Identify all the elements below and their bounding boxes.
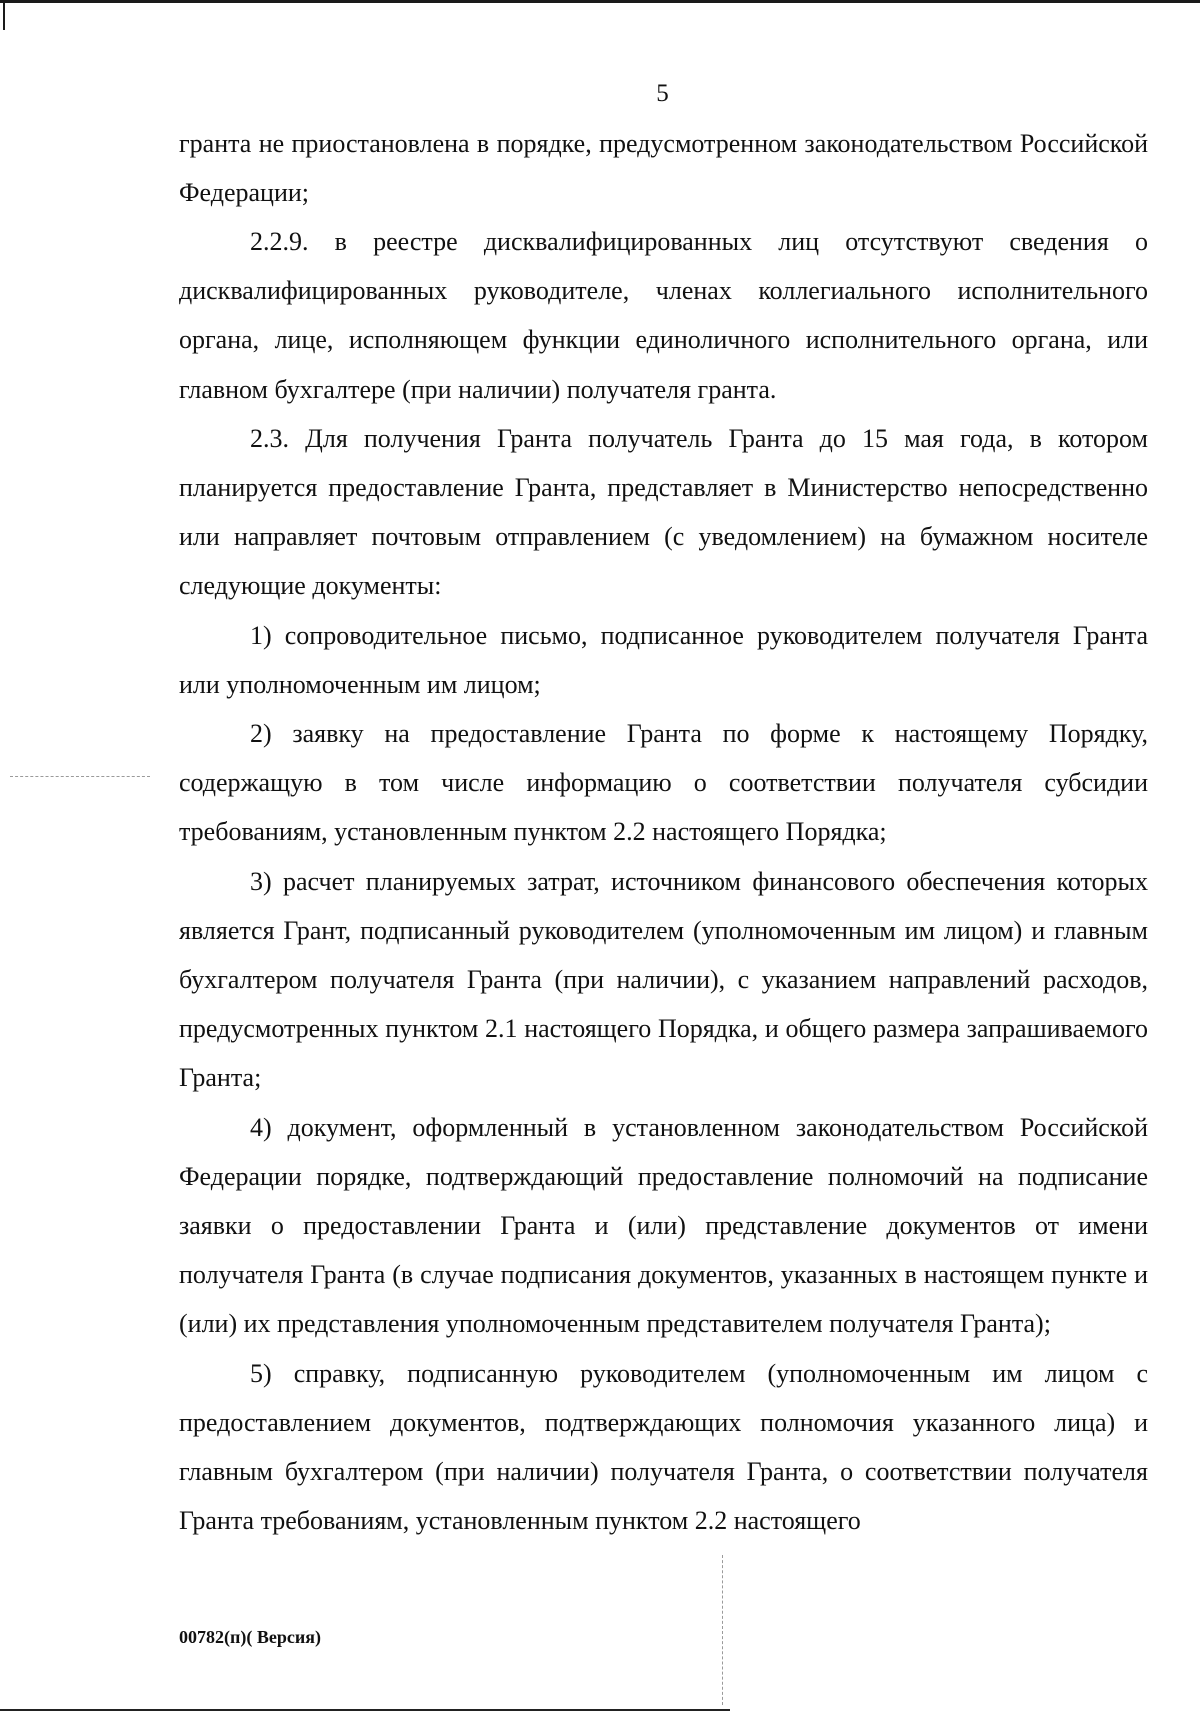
list-item-1: 1) сопроводительное письмо, подписанное руководителем получателя Гранта или уполномоченным им лицом; <box>179 620 1148 699</box>
list-item-5: 5) справку, подписанную руководителем (уполномоченным им лицом с предоставлением документов, подтверждающих полномочия указанного лица) и главным бухгалтером (при наличии) получателя Гранта, о соответствии получателя Гранта требованиям, установленным пунктом 2.2 настоящего <box>179 1358 1148 1536</box>
list-item-3: 3) расчет планируемых затрат, источником финансового обеспечения которых является Грант, подписанный руководителем (уполномоченным им лицом) и главным бухгалтером получателя Гранта (при наличии), с указанием направлений расходов, предусмотренных пунктом 2.1 настоящего Порядка, и общего размера запрашиваемого Гранта; <box>179 866 1148 1093</box>
list-item-4: 4) документ, оформленный в установленном законодательством Российской Федерации порядке, подтверждающий предоставление полномочий на подписание заявки о предоставлении Гранта и (или) представление документов от имени получателя Гранта (в случае подписания документов, указанных в настоящем пункте и (или) их представления уполномоченным представителем получателя Гранта); <box>179 1112 1148 1339</box>
paragraph-continuation: гранта не приостановлена в порядке, предусмотренном законодательством Российской Федерации; <box>179 128 1148 207</box>
paragraph-2-2-9: 2.2.9. в реестре дисквалифицированных лиц отсутствуют сведения о дисквалифицированных руководителе, членах коллегиального исполнительного органа, лице, исполняющем функции единоличного исполнительного органа, или главном бухгалтере (при наличии) получателя гранта. <box>179 226 1148 404</box>
scan-border-bottom <box>0 1709 730 1711</box>
scan-border-left <box>3 0 5 30</box>
list-item-2: 2) заявку на предоставление Гранта по форме к настоящему Порядку, содержащую в том числе информацию о соответствии получателя субсидии требованиям, установленным пунктом 2.2 настоящего Порядка; <box>179 718 1148 847</box>
paragraph-2-3: 2.3. Для получения Гранта получатель Гранта до 15 мая года, в котором планируется предоставление Гранта, представляет в Министерство непосредственно или направляет почтовым отправлением (с уведомлением) на бумажном носителе следующие документы: <box>179 423 1148 601</box>
scan-artifact-dashes <box>10 776 150 777</box>
document-body <box>179 119 1148 1546</box>
document-code: 00782(п)( Версия) <box>179 1627 321 1647</box>
scan-artifact-vertical-dashes <box>722 1555 723 1705</box>
scan-border-top <box>0 0 1200 3</box>
page-number: 5 <box>656 80 669 107</box>
